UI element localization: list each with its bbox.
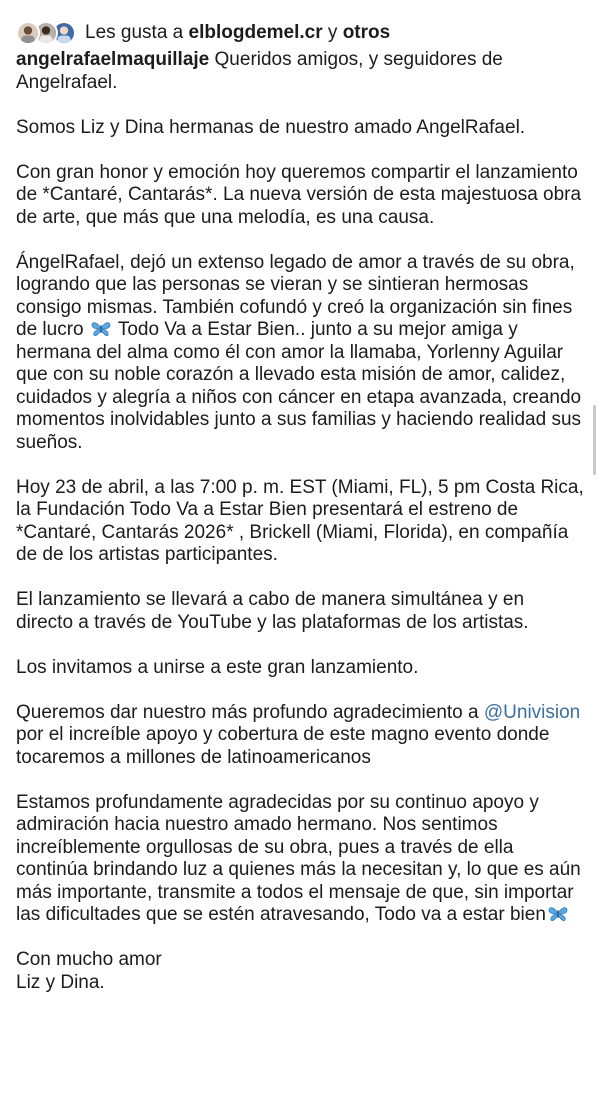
caption-text: por el increíble apoyo y cobertura de este magno evento donde tocaremos a millones de latinoamericanos (16, 724, 550, 768)
caption-paragraph: Somos Liz y Dina hermanas de nuestro amado AngelRafael. (16, 116, 526, 138)
caption-paragraph (16, 702, 586, 770)
avatar-1-icon (18, 23, 38, 43)
likes-connector: y (322, 21, 343, 43)
post-username[interactable]: angelrafaelmaquillaje (16, 49, 210, 70)
post-caption (16, 49, 586, 994)
butterfly-icon (91, 321, 111, 337)
butterfly-icon (548, 906, 568, 922)
caption-text: ÁngelRafael, dejó un extenso legado de amor a través de su obra, logrando que las personas se vieran y se sintieran hermosas consigo mismas. También cofundó y creó la organización sin fines de lucro (16, 251, 575, 340)
caption-paragraph (16, 252, 586, 455)
closing-line: Con mucho amor (16, 949, 162, 970)
caption-text: Estamos profundamente agradecidas por su continuo apoyo y admiración hacia nuestro amado hermano. Nos sentimos increíblemente orgullosas de su obra, pues a través de ella continúa brindando luz a quienes más la necesitan y, lo que es aún más importante, transmite a todos el mensaje de que, sin importar las dificultades que se estén atravesando, Todo va a estar bien (16, 791, 581, 925)
liker-avatars[interactable] (16, 21, 78, 45)
avatar[interactable] (16, 21, 40, 45)
caption-closing (16, 949, 586, 994)
caption-text: Queremos dar nuestro más profundo agradecimiento a (16, 701, 484, 723)
caption-intro (16, 49, 586, 94)
closing-signature: Liz y Dina. (16, 971, 105, 993)
mention-link[interactable]: @Univision (483, 701, 581, 723)
likes-summary (85, 22, 390, 45)
caption-intro-text: Queridos amigos, y seguidores de Angelrafael. (16, 49, 503, 93)
caption-text: Todo Va a Estar Bien.. junto a su mejor amiga y hermana del alma como él con amor la llamaba, Yorlenny Aguilar que con su noble corazón a llevado esta misión de amor, calidez, cuidados y alegría a niños con cáncer en etapa avanzada, creando momentos inolvidables junto a sus familias y haciendo realidad sus sueños. (16, 319, 582, 453)
likes-others-link[interactable]: otros (342, 21, 391, 43)
likes-prefix: Les gusta a (85, 21, 189, 43)
caption-paragraph: Con gran honor y emoción hoy queremos compartir el lanzamiento de *Cantaré, Cantarás*. La nueva versión de esta majestuosa obra de arte, que más que una melodía, es una causa. (16, 161, 582, 228)
liker-username[interactable]: elblogdemel.cr (188, 21, 323, 43)
caption-paragraph: Los invitamos a unirse a este gran lanzamiento. (16, 656, 419, 678)
caption-paragraph (16, 792, 586, 927)
likes-row (16, 20, 390, 46)
caption-paragraph: Hoy 23 de abril, a las 7:00 p. m. EST (Miami, FL), 5 pm Costa Rica, la Fundación Todo Va a Estar Bien presentará el estreno de *Cantaré, Cantarás 2026* , Brickell (Miami, Florida), en compañía de de los artistas participantes. (16, 476, 584, 565)
scrollbar[interactable] (593, 405, 596, 475)
caption-paragraph: El lanzamiento se llevará a cabo de manera simultánea y en directo a través de YouTube y las plataformas de los artistas. (16, 589, 529, 633)
